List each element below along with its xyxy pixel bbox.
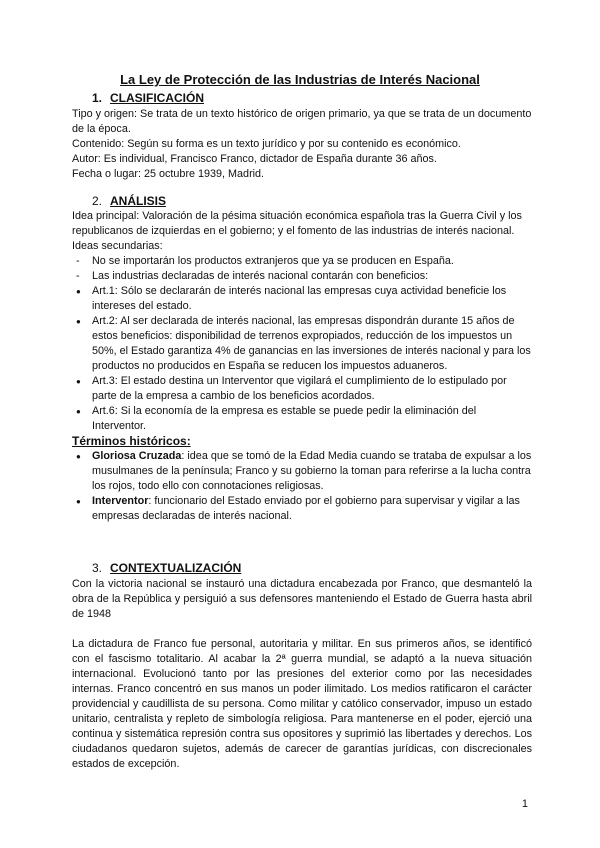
clasificacion-line: Tipo y origen: Se trata de un texto histórico de origen primario, ya que se trata de un documento de la época. (72, 108, 532, 135)
list-item: - Las industrias declaradas de interés nacional contarán con beneficios: (72, 269, 532, 284)
list-item: ● Art.6: Si la economía de la empresa es estable se puede pedir la eliminación del Interventor. (72, 404, 532, 434)
term-name: Gloriosa Cruzada (92, 450, 182, 462)
section-analisis-heading (92, 194, 166, 208)
term-definition: : funcionario del Estado enviado por el gobierno para supervisar y vigilar a las empresas declaradas de interés nacional. (92, 495, 520, 522)
section-number: 3. (92, 561, 103, 575)
list-item: ● Art.2: Al ser declarada de interés nacional, las empresas dispondrán durante 15 años de estos beneficios: disponibilidad de terrenos expropiados, reducción de los impuestos un 50%, el Estado garantiza 4% de ganancias en las inversiones de interés nacional y para los productos no producidos en España se reducen los impuestos aduaneros. (72, 314, 532, 374)
terminos-heading: Términos históricos: (72, 434, 191, 448)
section-number: 1. (92, 91, 103, 105)
section-label: ANÁLISIS (110, 194, 167, 208)
section-label: CONTEXTUALIZACIÓN (110, 561, 242, 575)
list-item: ● Art.1: Sólo se declararán de interés nacional las empresas cuya actividad beneficie los intereses del estado. (72, 284, 532, 314)
idea-principal: Idea principal: Valoración de la pésima situación económica española tras la Guerra Civil y los republicanos de izquierdas en el gobierno; y el fomento de las industrias de interés nacional. (72, 210, 522, 237)
clasificacion-line: Fecha o lugar: 25 octubre 1939, Madrid. (72, 168, 265, 180)
list-item: - No se importarán los productos extranjeros que ya se producen en España. (72, 254, 532, 269)
contextualizacion-body (72, 577, 532, 772)
analisis-body (72, 209, 532, 524)
list-item: ● Art.3: El estado destina un Interventor que vigilará el cumplimiento de lo estipulado por parte de la empresa a cambio de los beneficios acordados. (72, 374, 532, 404)
term-item (72, 494, 532, 524)
term-definition: : idea que se tomó de la Edad Media cuando se trataba de expulsar a los musulmanes de la península; Franco y su gobierno la toman para referirse a la lucha contra los rojos, todo ello con connotaciones religiosas. (92, 450, 532, 492)
terms-list (72, 449, 532, 524)
term-name: Interventor (92, 495, 149, 507)
document-title: La Ley de Protección de las Industrias de Interés Nacional (120, 72, 480, 87)
section-clasificacion-heading (92, 91, 204, 105)
term-item (72, 449, 532, 494)
ideas-secundarias-label: Ideas secundarias: (72, 240, 163, 252)
clasificacion-line: Autor: Es individual, Francisco Franco, dictador de España durante 36 años. (72, 153, 437, 165)
paragraph: Con la victoria nacional se instauró una dictadura encabezada por Franco, que desmanteló la obra de la República y persiguió a sus defensores manteniendo el Estado de Guerra hasta abril de 1948 (72, 578, 532, 620)
section-label: CLASIFICACIÓN (110, 91, 205, 105)
dash-list (72, 254, 532, 284)
clasificacion-line: Contenido: Según su forma es un texto jurídico y por su contenido es económico. (72, 138, 461, 150)
clasificacion-body (72, 107, 532, 182)
paragraph: La dictadura de Franco fue personal, autoritaria y militar. En sus primeros años, se identificó con el fascismo totalitario. Al acabar la 2ª guerra mundial, se adaptó a la nueva situación internacional. Evolucionó tanto por las presiones del exterior como por las necesidades internas. Franco concentró en sus manos un poder ilimitado. Los medios ratificaron el carácter providencial y caudillista de su persona. Como militar y católico conservador, impuso un estado unitario, centralista y repleto de simbología religiosa. Para mantenerse en el poder, ejerció una continua y sistemática represión contra sus opositores y suprimió las libertades y derechos. Los ciudadanos quedaron sujetos, además de carecer de garantías jurídicas, con discrecionales estados de excepción. (72, 638, 532, 770)
article-list (72, 284, 532, 434)
page-number: 1 (521, 798, 528, 810)
section-number: 2. (92, 194, 103, 208)
section-contextualizacion-heading (92, 561, 241, 575)
